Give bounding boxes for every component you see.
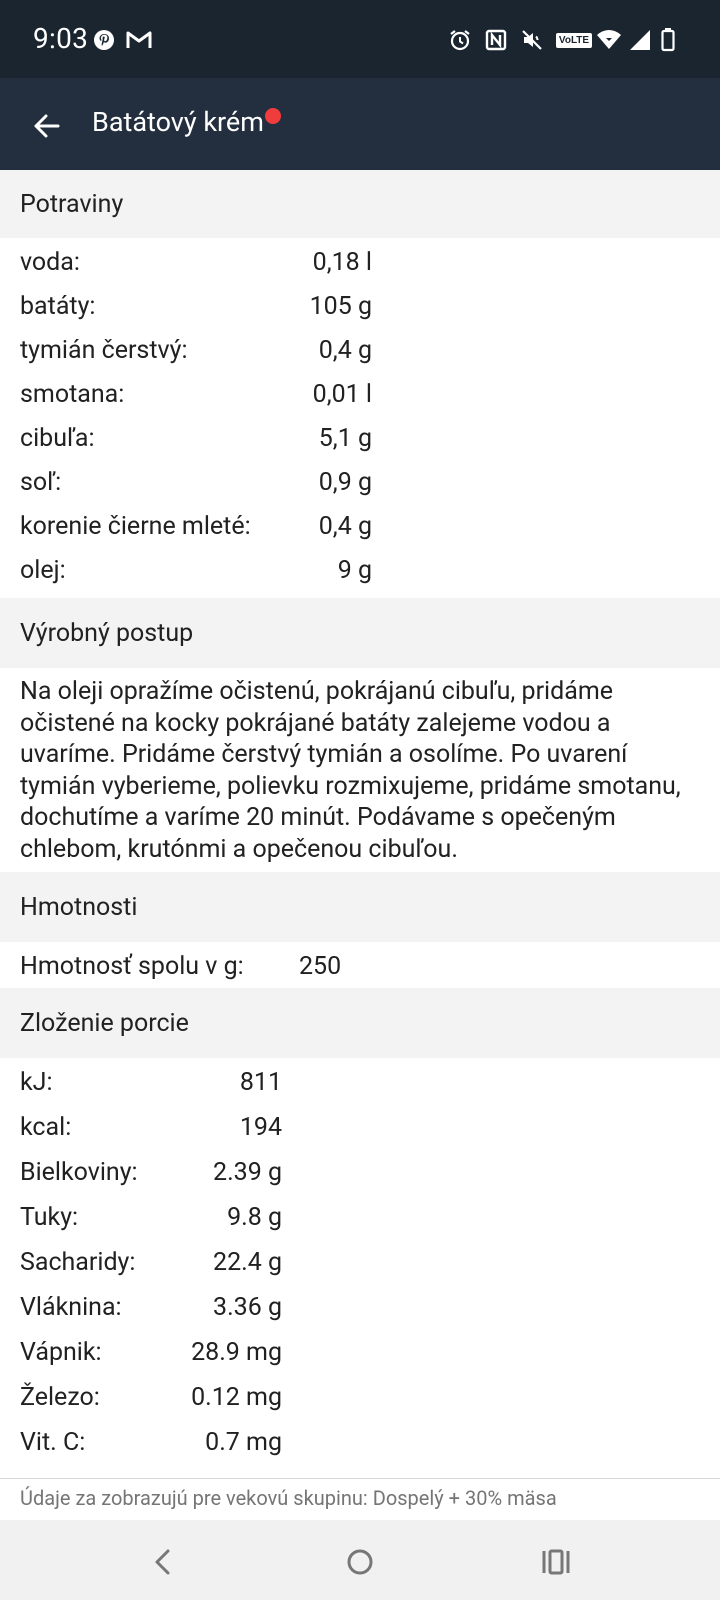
ingredient-amount: 0,4 g	[318, 512, 372, 541]
ingredient-name: soľ:	[20, 468, 62, 497]
nutrient-value: 22.4 g	[213, 1248, 282, 1277]
footer-divider	[0, 1478, 720, 1479]
status-bar	[0, 0, 720, 78]
ingredient-amount: 0,4 g	[318, 336, 372, 365]
status-time: 9:03	[33, 22, 89, 55]
nutrition-row	[0, 1152, 720, 1196]
nutrient-name: Vit. C:	[20, 1428, 86, 1457]
nav-recents-button[interactable]	[534, 1540, 578, 1584]
nutrition-row	[0, 1197, 720, 1241]
nutrition-row	[0, 1422, 720, 1466]
system-nav-bar	[0, 1520, 720, 1600]
page-title: Batátový krém	[92, 106, 264, 138]
nutrient-value: 28.9 mg	[191, 1338, 282, 1367]
nutrient-name: Sacharidy:	[20, 1248, 136, 1277]
nutrient-value: 194	[239, 1113, 282, 1142]
volte-icon: VoLTE	[556, 26, 592, 54]
ingredients-header: Potraviny	[0, 170, 720, 238]
app-bar	[0, 78, 720, 170]
nutrient-name: Železo:	[20, 1383, 100, 1412]
nutrient-value: 2.39 g	[213, 1158, 282, 1187]
nutrition-header: Zloženie porcie	[0, 988, 720, 1058]
nav-recents-icon	[541, 1549, 571, 1575]
nutrition-row	[0, 1332, 720, 1376]
nutrient-name: kcal:	[20, 1113, 72, 1142]
signal-icon	[628, 26, 652, 54]
nav-home-button[interactable]	[338, 1540, 382, 1584]
nutrient-name: Bielkoviny:	[20, 1158, 138, 1187]
arrow-back-icon	[31, 111, 61, 141]
nav-home-icon	[345, 1547, 375, 1577]
pinterest-icon	[92, 26, 116, 54]
ingredient-row	[0, 462, 720, 506]
nutrient-value: 0.12 mg	[191, 1383, 282, 1412]
ingredient-row	[0, 550, 720, 594]
mute-icon	[520, 26, 544, 54]
back-button[interactable]	[24, 104, 68, 148]
nutrition-row	[0, 1287, 720, 1331]
ingredient-amount: 105 g	[309, 292, 372, 321]
ingredient-amount: 5,1 g	[318, 424, 372, 453]
ingredient-name: olej:	[20, 556, 66, 585]
total-weight-value: 250	[299, 952, 342, 981]
weights-header: Hmotnosti	[0, 872, 720, 942]
nutrient-name: Tuky:	[20, 1203, 79, 1232]
nav-back-icon	[151, 1548, 175, 1576]
ingredient-row	[0, 330, 720, 374]
nutrient-name: kJ:	[20, 1068, 53, 1097]
ingredient-row	[0, 506, 720, 550]
total-weight-label: Hmotnosť spolu v g:	[20, 952, 244, 981]
nutrient-value: 9.8 g	[227, 1203, 282, 1232]
procedure-text: Na oleji opražíme očistenú, pokrájanú cibuľu, pridáme očistené na kocky pokrájané batáty zalejeme vodou a uvaríme. Pridáme čerstvý tymián a osolíme. Po uvarení tymián vyberieme, polievku rozmixujeme, pridáme smotanu, dochutíme a varíme 20 minút. Podávame s opečeným chlebom, krutónmi a opečenou cibuľou.	[20, 677, 681, 864]
nutrition-row	[0, 1377, 720, 1421]
nutrient-value: 811	[239, 1068, 282, 1097]
ingredient-row	[0, 286, 720, 330]
ingredient-amount: 0,9 g	[318, 468, 372, 497]
ingredient-name: batáty:	[20, 292, 96, 321]
ingredient-amount: 0,01 l	[312, 380, 372, 409]
gmail-icon	[126, 26, 152, 54]
age-group-note: Údaje za zobrazujú pre vekovú skupinu: Dospelý + 30% mäsa	[20, 1486, 557, 1510]
notification-dot	[265, 108, 281, 124]
nav-back-button[interactable]	[141, 1540, 185, 1584]
ingredient-name: voda:	[20, 248, 80, 277]
nutrient-name: Vláknina:	[20, 1293, 122, 1322]
ingredient-amount: 9 g	[337, 556, 372, 585]
nutrient-value: 0.7 mg	[205, 1428, 282, 1457]
nutrition-row	[0, 1107, 720, 1151]
ingredient-name: cibuľa:	[20, 424, 95, 453]
nutrition-row	[0, 1062, 720, 1106]
nutrient-name: Vápnik:	[20, 1338, 102, 1367]
wifi-icon	[596, 26, 622, 54]
alarm-icon	[448, 26, 472, 54]
battery-icon	[660, 26, 676, 54]
ingredient-row	[0, 418, 720, 462]
nutrient-value: 3.36 g	[213, 1293, 282, 1322]
ingredient-name: smotana:	[20, 380, 125, 409]
ingredient-name: tymián čerstvý:	[20, 336, 188, 365]
ingredient-row	[0, 242, 720, 286]
ingredient-row	[0, 374, 720, 418]
ingredient-amount: 0,18 l	[312, 248, 372, 277]
nutrition-row	[0, 1242, 720, 1286]
ingredient-name: korenie čierne mleté:	[20, 512, 251, 541]
procedure-header: Výrobný postup	[0, 598, 720, 668]
nfc-icon	[484, 26, 508, 54]
